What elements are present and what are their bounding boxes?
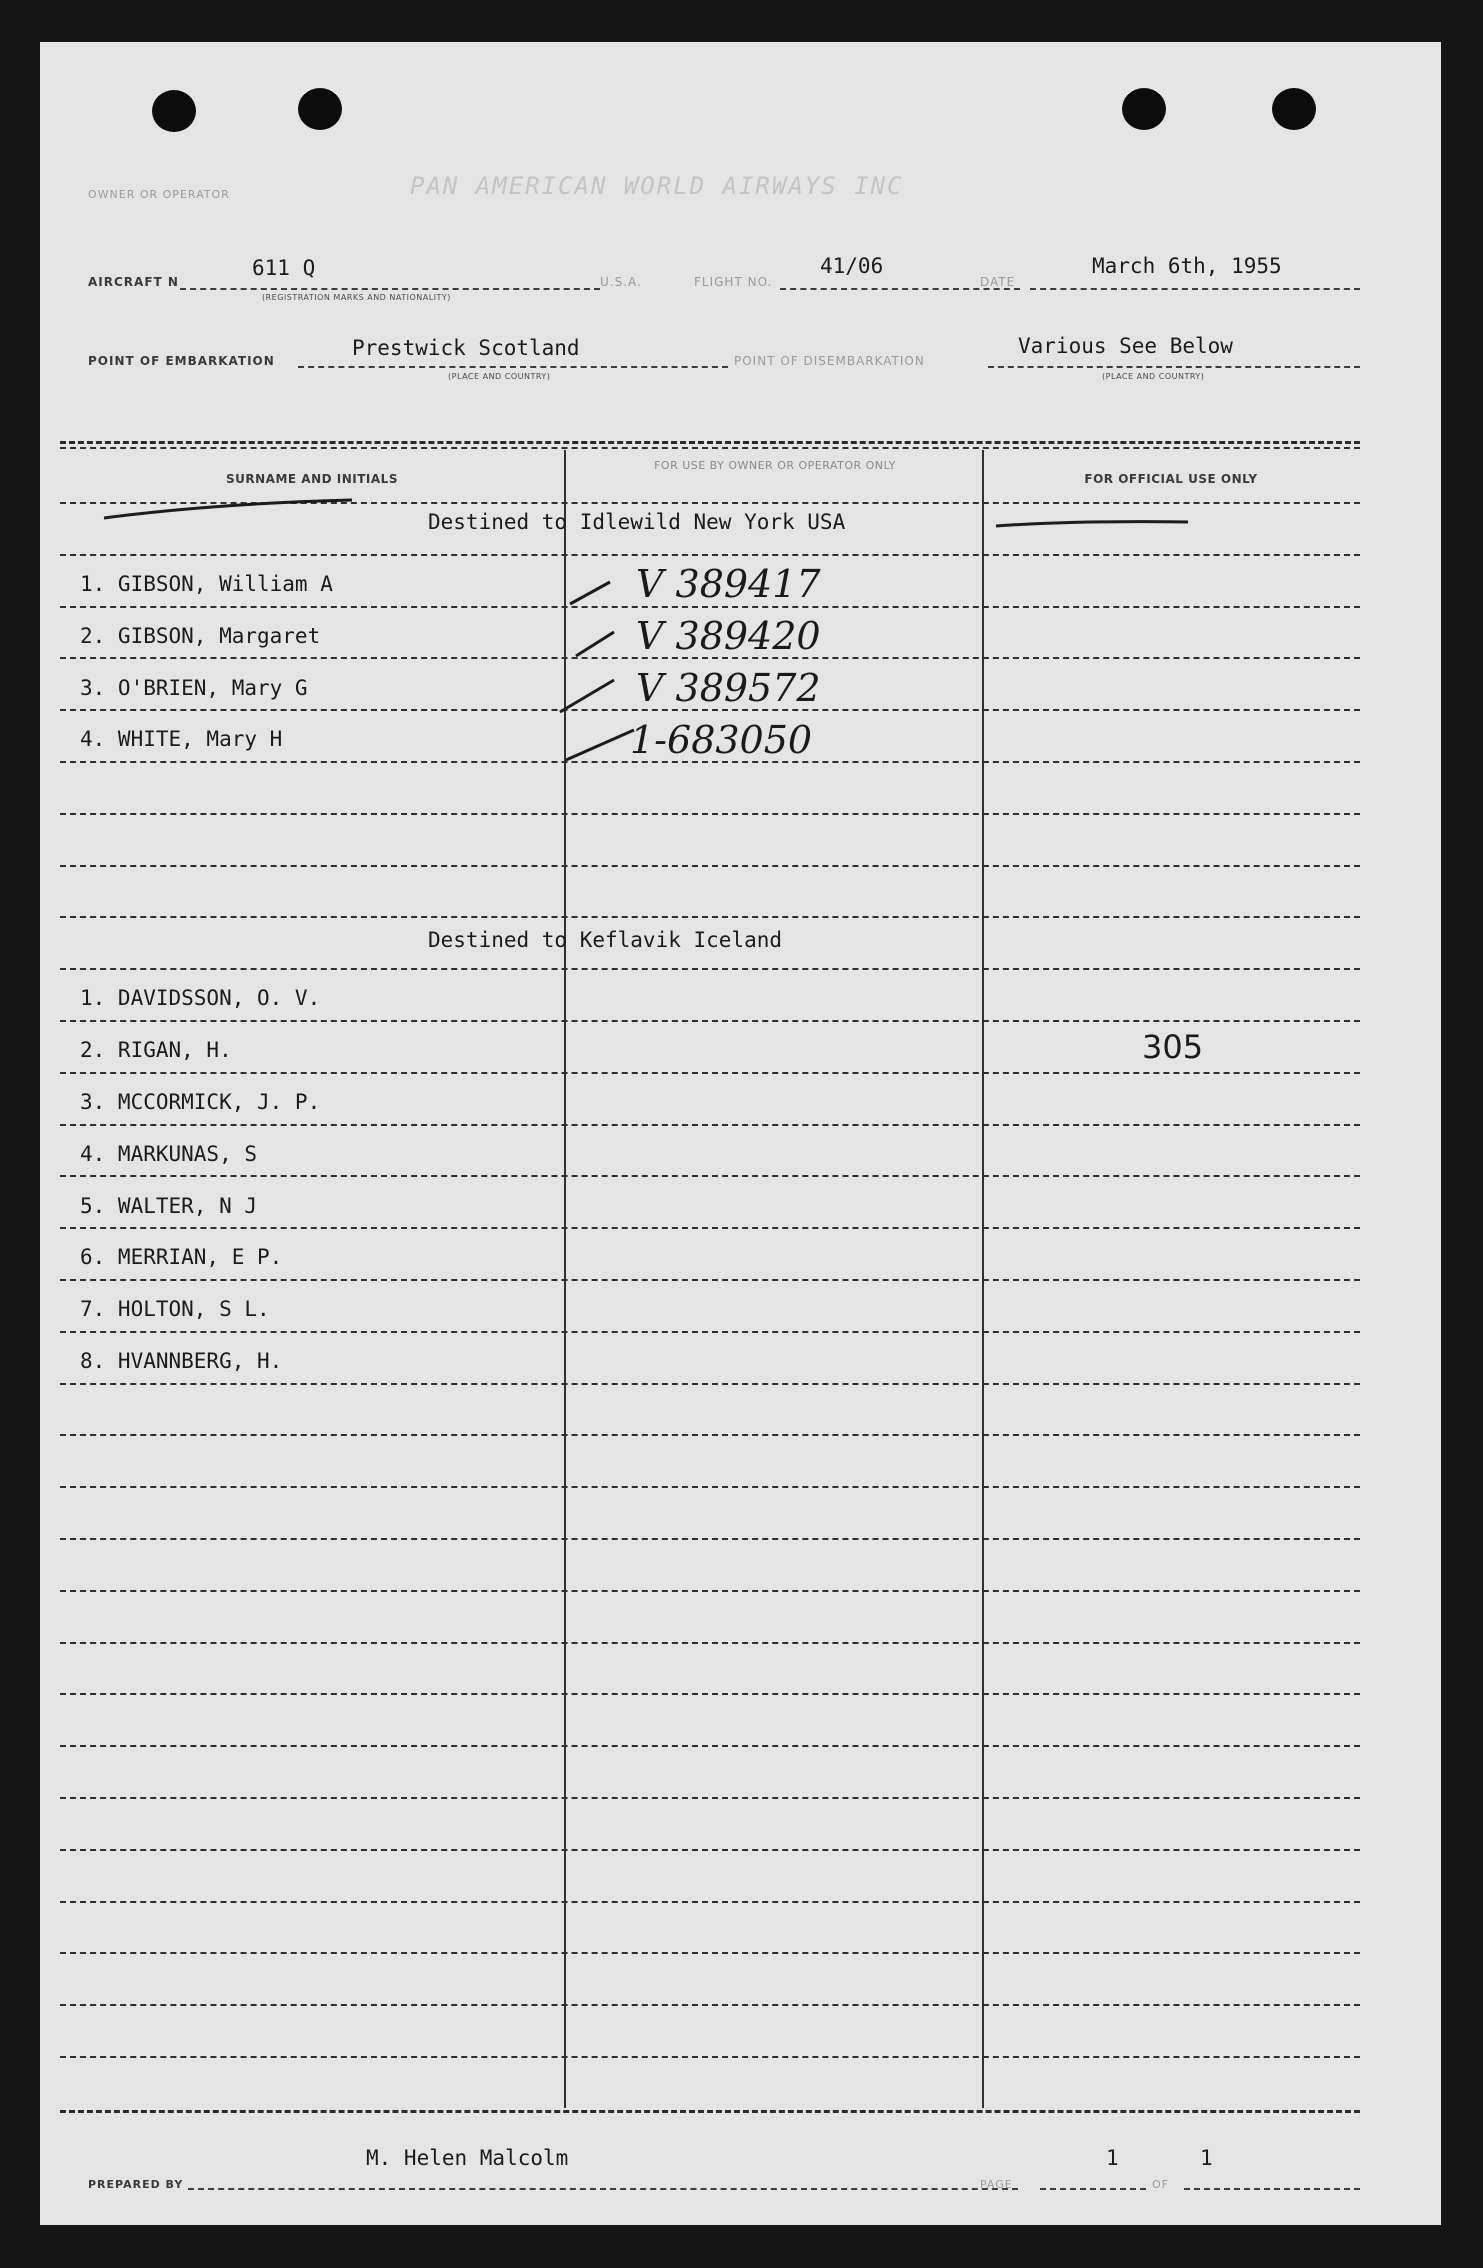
passenger-name: 5. WALTER, N J — [80, 1194, 258, 1218]
passenger-name: 8. HVANNBERG, H. — [80, 1349, 283, 1373]
prepared-value: M. Helen Malcolm — [366, 2146, 569, 2170]
table-row-rule — [60, 1434, 1360, 1436]
table-row-rule — [60, 1331, 1360, 1333]
punch-hole — [1122, 88, 1166, 130]
hand-stroke-right — [992, 514, 1192, 534]
punch-hole — [298, 88, 342, 130]
table-row-rule — [60, 1642, 1360, 1644]
passenger-name: 7. HOLTON, S L. — [80, 1297, 270, 1321]
prepared-line — [188, 2188, 1018, 2190]
embark-label: POINT OF EMBARKATION — [88, 354, 275, 368]
of-line — [1184, 2188, 1360, 2190]
disembark-value: Various See Below — [1018, 334, 1233, 358]
handwritten-code: V 389420 — [636, 614, 821, 658]
aircraft-label: AIRCRAFT N — [88, 275, 179, 289]
flight-label: FLIGHT NO. — [694, 275, 773, 289]
table-row-rule — [60, 1590, 1360, 1592]
table-row-rule — [60, 1901, 1360, 1903]
date-line — [1030, 288, 1360, 290]
punch-hole — [1272, 88, 1316, 130]
aircraft-sub: (REGISTRATION MARKS AND NATIONALITY) — [262, 293, 451, 302]
table-row-rule — [60, 1486, 1360, 1488]
table-row-rule — [60, 813, 1360, 815]
passenger-name: 6. MERRIAN, E P. — [80, 1245, 283, 1269]
handwritten-code: 1-683050 — [630, 718, 813, 762]
handwritten-code: V 389417 — [636, 562, 821, 606]
table-row-rule — [60, 1020, 1360, 1022]
table-row-rule — [60, 916, 1360, 918]
table-row-rule — [60, 1849, 1360, 1851]
passenger-name: 3. MCCORMICK, J. P. — [80, 1090, 321, 1114]
table-row-rule — [60, 606, 1360, 608]
passenger-name: 4. MARKUNAS, S — [80, 1142, 258, 1166]
flight-value: 41/06 — [820, 254, 884, 278]
col-official: FOR OFFICIAL USE ONLY — [1084, 472, 1258, 486]
disembark-label: POINT OF DISEMBARKATION — [734, 354, 925, 368]
table-row-rule — [60, 2004, 1360, 2006]
passenger-name: 3. O'BRIEN, Mary G — [80, 676, 308, 700]
passenger-name: 2. RIGAN, H. — [80, 1038, 232, 1062]
page-line — [1040, 2188, 1146, 2190]
embark-line — [298, 366, 728, 368]
passenger-name: 1. GIBSON, William A — [80, 572, 333, 596]
embark-value: Prestwick Scotland — [352, 336, 580, 360]
date-label: DATE — [980, 275, 1016, 289]
manifest-page — [40, 42, 1441, 2225]
aircraft-value: 611 Q — [252, 256, 316, 280]
table-row-rule — [60, 968, 1360, 970]
table-row-rule — [60, 1227, 1360, 1229]
disembark-sub: (PLACE AND COUNTRY) — [1102, 372, 1205, 381]
table-row-rule — [60, 1072, 1360, 1074]
table-row-rule — [60, 2056, 1360, 2058]
passenger-name: 4. WHITE, Mary H — [80, 727, 283, 751]
hand-stroke-left — [100, 494, 360, 524]
page-label: PAGE — [980, 2178, 1013, 2191]
table-row-rule — [60, 1175, 1360, 1177]
owner-label: OWNER OR OPERATOR — [88, 188, 230, 201]
owner-value: PAN AMERICAN WORLD AIRWAYS INC — [410, 172, 904, 200]
col-owner-use: FOR USE BY OWNER OR OPERATOR ONLY — [654, 459, 896, 472]
page-value: 1 — [1106, 2146, 1119, 2170]
col-surname: SURNAME AND INITIALS — [226, 472, 398, 486]
table-row-rule — [60, 1124, 1360, 1126]
table-row-rule — [60, 554, 1360, 556]
table-row-rule — [60, 1279, 1360, 1281]
table-row-rule — [60, 1693, 1360, 1695]
prepared-label: PREPARED BY — [88, 2178, 184, 2191]
of-value: 1 — [1200, 2146, 1213, 2170]
table-row-rule — [60, 1383, 1360, 1385]
official-number: 305 — [1142, 1028, 1204, 1066]
usa-label: U.S.A. — [600, 275, 642, 289]
date-value: March 6th, 1955 — [1092, 254, 1282, 278]
table-bottom-rule — [60, 2110, 1360, 2113]
table-row-rule — [60, 865, 1360, 867]
section2-heading: Destined to Keflavik Iceland — [428, 928, 783, 952]
disembark-line — [988, 366, 1360, 368]
section1-heading: Destined to Idlewild New York USA — [428, 510, 846, 534]
embark-sub: (PLACE AND COUNTRY) — [448, 372, 551, 381]
passenger-name: 2. GIBSON, Margaret — [80, 624, 321, 648]
handwritten-code: V 389572 — [636, 666, 821, 710]
passenger-name: 1. DAVIDSSON, O. V. — [80, 986, 321, 1010]
of-label: OF — [1152, 2178, 1169, 2191]
table-top-rule — [60, 441, 1360, 444]
table-top-rule-2 — [60, 447, 1360, 449]
table-row-rule — [60, 1538, 1360, 1540]
table-row-rule — [60, 1797, 1360, 1799]
table-row-rule — [60, 1952, 1360, 1954]
table-row-rule — [60, 1745, 1360, 1747]
punch-hole — [152, 90, 196, 132]
aircraft-line — [180, 288, 600, 290]
